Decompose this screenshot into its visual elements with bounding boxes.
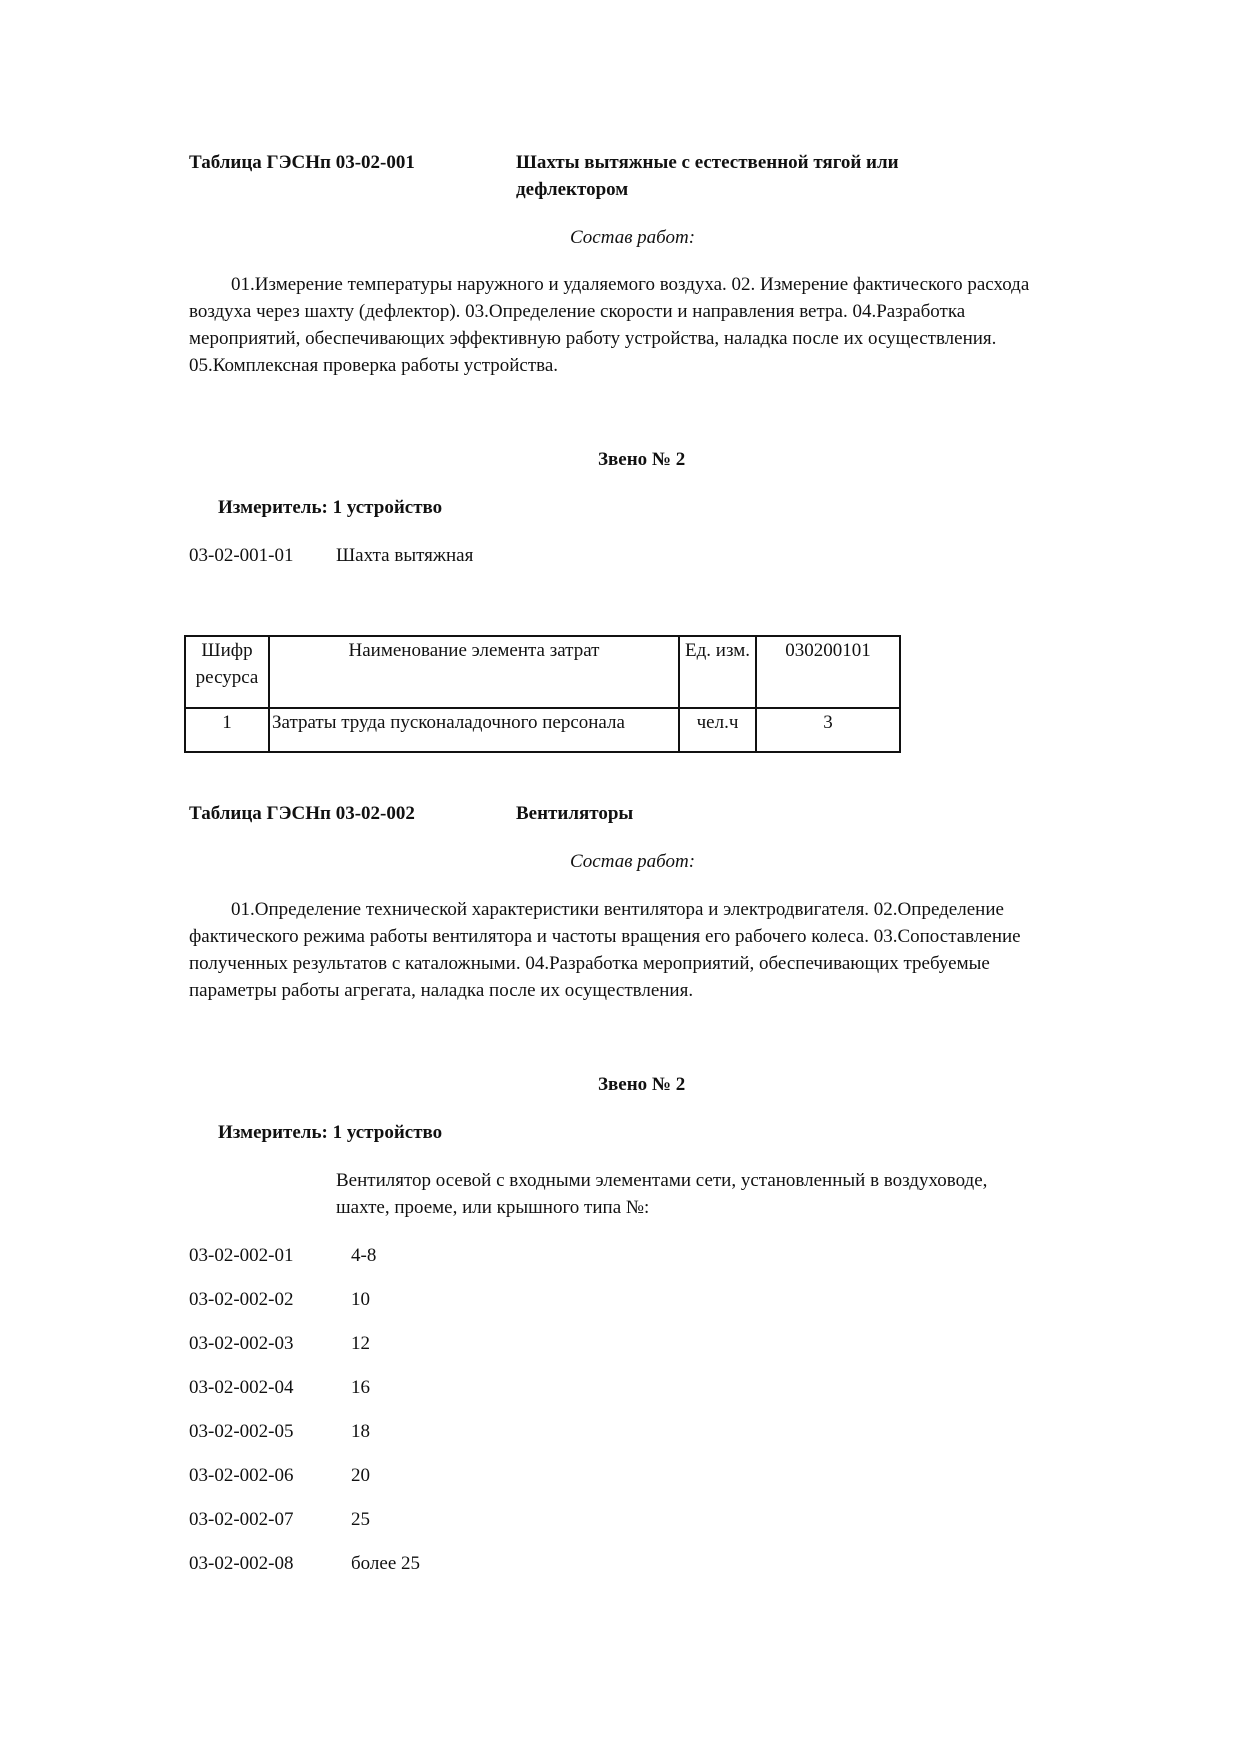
table-row — [185, 708, 900, 752]
item-value: более 25 — [351, 1553, 421, 1574]
item-code: 03-02-002-01 — [189, 1245, 294, 1266]
table1-composition-heading: Состав работ: — [570, 227, 696, 248]
table1-crew: Звено № 2 — [598, 449, 686, 470]
item-code: 03-02-002-04 — [189, 1377, 294, 1398]
item-value: 10 — [351, 1289, 370, 1310]
table1-composition-body: 01.Измерение температуры наружного и удаляемого воздуха. 02. Измерение фактического расхода воздуха через шахту (дефлектор). 03.Определение скорости и направления ветра. 04.Разработка мероприятий, обеспечивающих эффективную работу устройства, наладка после их осуществления. 05.Комплексная проверка работы устройства. — [189, 274, 1030, 376]
item-code: 03-02-002-02 — [189, 1289, 294, 1310]
header-code-number: 030200101 — [756, 636, 900, 708]
item-code: 03-02-002-08 — [189, 1553, 294, 1574]
cell-value: 3 — [756, 708, 900, 752]
table2-composition-text — [189, 896, 1059, 1004]
header-unit: Ед. изм. — [679, 636, 756, 708]
item-value: 4-8 — [351, 1245, 377, 1266]
table1-title-line1: Шахты вытяжные с естественной тягой или — [516, 152, 899, 173]
table1-composition-text — [189, 271, 1059, 379]
resource-table — [184, 635, 901, 753]
item-code: 03-02-002-07 — [189, 1509, 294, 1530]
item-value: 20 — [351, 1465, 370, 1486]
table2-composition-heading: Состав работ: — [570, 851, 696, 872]
table2-measure: Измеритель: 1 устройство — [218, 1122, 443, 1143]
cell-resource-code: 1 — [185, 708, 269, 752]
table1-measure: Измеритель: 1 устройство — [218, 497, 443, 518]
table1-label: Таблица ГЭСНп 03-02-001 — [189, 152, 415, 173]
table2-title: Вентиляторы — [516, 803, 634, 824]
cell-element-name: Затраты труда пусконаладочного персонала — [269, 708, 679, 752]
table2-label: Таблица ГЭСНп 03-02-002 — [189, 803, 415, 824]
table2-crew: Звено № 2 — [598, 1074, 686, 1095]
resource-table-header — [185, 636, 900, 708]
table2-composition-body: 01.Определение технической характеристики вентилятора и электродвигателя. 02.Определение фактического режима работы вентилятора и частоты вращения его рабочего колеса. 03.Сопоставление полученных результатов с каталожными. 04.Разработка мероприятий, обеспечивающих требуемые параметры работы агрегата, наладка после их осуществления. — [189, 899, 1021, 1001]
item-code: 03-02-002-05 — [189, 1421, 294, 1442]
item-value: 16 — [351, 1377, 370, 1398]
header-element-name: Наименование элемента затрат — [269, 636, 679, 708]
item-value: 25 — [351, 1509, 370, 1530]
table1-title-line2: дефлектором — [516, 179, 629, 200]
table1-item-code: 03-02-001-01 — [189, 545, 294, 566]
cell-unit: чел.ч — [679, 708, 756, 752]
item-code: 03-02-002-03 — [189, 1333, 294, 1354]
table1-item-name: Шахта вытяжная — [336, 545, 474, 566]
table2-description-line2: шахте, проеме, или крышного типа №: — [336, 1197, 650, 1218]
item-value: 12 — [351, 1333, 370, 1354]
table2-description-line1: Вентилятор осевой с входными элементами сети, установленный в воздуховоде, — [336, 1170, 988, 1191]
header-resource-code: Шифр ресурса — [185, 636, 269, 708]
item-value: 18 — [351, 1421, 370, 1442]
item-code: 03-02-002-06 — [189, 1465, 294, 1486]
